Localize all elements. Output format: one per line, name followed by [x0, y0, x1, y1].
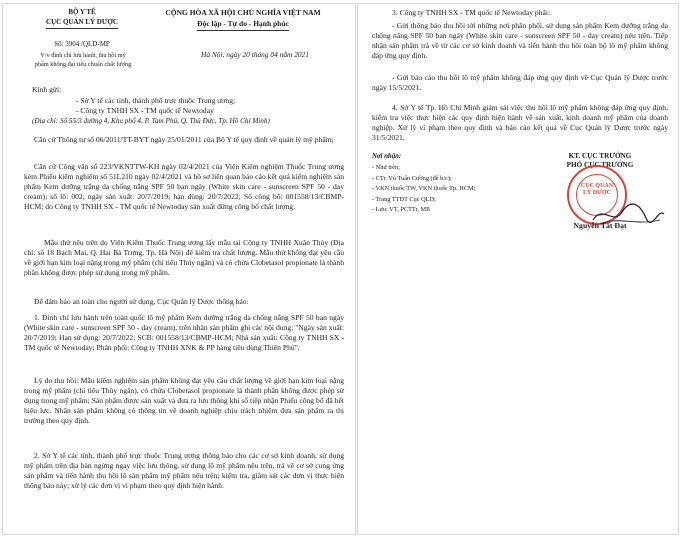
recipient-2: - Công ty TNHH SX - TM quốc tế Newtoday [76, 106, 214, 115]
cc-item: - Lưu: VT, PCTTr, MP. [372, 206, 431, 213]
document-subject-2: phẩm không đạt tiêu chuẩn chất lượng [34, 61, 132, 68]
document-subject-1: V/v đình chỉ lưu hành, thu hồi mỹ [40, 52, 126, 59]
cc-title: Nơi nhận: [372, 153, 402, 160]
cc-item: - CTr. Vũ Tuấn Cường (để b/c); [372, 174, 452, 182]
document-number: Số: 3904 /QLD-MP [54, 40, 110, 48]
issue-date: Hà Nội, ngày 20 tháng 04 năm 2021 [201, 50, 309, 59]
paragraph-item-2: 2. Sở Y tế các tỉnh, thành phố trực thuộc Trung ương thông báo cho các cơ sở kinh doanh, sử dụng mỹ phẩm trên địa bàn ngừng ngay việc lưu thông, sử dụng lô mỹ phẩm nêu trên, trả về cơ sở cung ứng sản phẩm và tiến hành thu hồi lô sản phẩm mỹ phẩm nêu trên; kiểm tra, giám sát các đơn vị thực hiện thông báo này; xử lý các đơn vị vi phạm theo quy định hiện hành. [24, 451, 344, 491]
stamp-text: CỤC QUẢN LÝ DƯỢC [580, 183, 614, 196]
cc-list [372, 163, 522, 216]
recipient-address: (Địa chỉ: Số 55/3 đường 4, Khu phố 4, P. Tam Phú, Q. Thủ Đức, Tp. Hồ Chí Minh) [32, 117, 270, 125]
paragraph-test-report: Căn cứ Công văn số 223/VKNTTW-KH ngày 02/4/2021 của Viện Kiểm nghiệm Thuốc Trung ương kèm Phiếu kiểm nghiệm số 51L210 ngày 02/4/2021 và hồ sơ liên quan báo cáo kết quả kiểm nghiệm sản phẩm Kem dưỡng trắng da chống nắng SPF 50 ban ngày (White skin care - sunscreen SPF 50 - day cream); số lô: 002; ngày sản xuất: 20/7/2019; hạn dùng: 20/7/2022; Số công bố: 001558/13/CBMP-HCM; do Công ty TNHH SX - TM quốc tế Newtoday sản xuất đứng công bố chất lượng. [24, 162, 344, 212]
paragraph-recall-reason: Lý do thu hồi: Mẫu kiểm nghiệm sản phẩm không đạt yêu cầu chất lượng về giới hạn kim loại nặng trong mỹ phẩm (chỉ tiêu Thủy ngân), có chứa Clobetasol propionate là thành phần không được phép sử dụng trong mỹ phẩm; Sản phẩm được sản xuất và đưa ra lưu thông khi số tiếp nhận Phiếu công bố đã hết hiệu lực. Nhãn sản phẩm không có thông tin về doanh nghiệp chịu trách nhiệm đưa sản phẩm ra thị trường theo quy định. [24, 376, 344, 426]
paragraph-item-1: 1. Đình chỉ lưu hành trên toàn quốc lô mỹ phẩm Kem dưỡng trắng da chống nắng SPF 50 ban ngày (White skin care - sunscreen SPF 50 - day cream), trên nhãn sản phẩm ghi các nội dung: "Ngày sản xuất: 20/7/2019; Hạn sử dụng: 20/7/2022; SCB: 001558/13/CBMP-HCM; Nhà sản xuất: Công ty TNHH SX - TM quốc tế Newtoday; Phân phối: Công ty TNHH XNK & PP hàng tiêu dùng Thiên Phú". [24, 313, 344, 353]
recipient-1: - Sở Y tế các tỉnh, thành phố trực thuộc Trung ương; [76, 96, 236, 105]
nation-title: CỘNG HÒA XÃ HỘI CHỦ NGHĨA VIỆT NAM [165, 8, 321, 17]
paragraph-sample: Mẫu thử nêu trên do Viện Kiểm Thuốc Trung ương lấy mẫu tại Công ty TNHH Xuân Thủy (Địa chỉ: số 18 Bạch Mai, Q. Hai Bà Trưng, Tp. Hà Nội) để kiểm tra chất lượng. Mẫu thử không đạt yêu cầu về giới hạn kim loại nặng trong mỹ phẩm (chỉ tiêu Thủy ngân) và có chứa Clobetasol propionate là thành phần không được phép sử dụng trong mỹ phẩm. [24, 238, 344, 278]
paragraph-legal-basis: Căn cứ Thông tư số 06/2011/TT-BYT ngày 25/01/2011 của Bộ Y tế quy định về quản lý mỹ phẩm; [34, 135, 334, 144]
paragraph-item-4: 4. Sở Y tế Tp. Hồ Chí Minh giám sát việc thu hồi lô mỹ phẩm không đáp ứng quy định, kiểm tra việc thực hiện các quy định hiện hành về sản xuất, kinh doanh mỹ phẩm của doanh nghiệp. Xử lý vi phạm theo quy định và báo cáo kết quả về Cục Quản lý Dược trước ngày 31/5/2021. [372, 103, 668, 143]
cc-item: - Như trên; [372, 164, 400, 171]
paragraph-report-deadline: - Gửi báo cáo thu hồi lô mỹ phẩm không đáp ứng quy định về Cục Quản lý Dược trước ngày 15/5/2021. [372, 73, 668, 93]
agency-department: CỤC QUẢN LÝ DƯỢC [22, 18, 142, 29]
greeting: Kính gửi: [32, 85, 62, 94]
signer-title-2: PHÓ CỤC TRƯỞNG [566, 161, 634, 169]
cc-item: - Trang TTĐT Cục QLD; [372, 195, 436, 203]
national-motto: Độc lập - Tự do - Hạnh phúc [148, 19, 338, 31]
paragraph-item-3: 3. Công ty TNHH SX - TM quốc tế Newtoday phải: [392, 8, 551, 17]
paragraph-notify-recall: - Gửi thông báo thu hồi tới những nơi phân phối, sử dụng sản phẩm Kem dưỡng trắng da chống nắng SPF 50 ban ngày (White skin care - sunscreen SPF 50 - day cream) nêu trên. Tiếp nhận sản phẩm trả về từ các cơ sở kinh doanh và tiến hành thu hồi toàn bộ lô mỹ phẩm không đáp ứng quy định. [372, 21, 668, 61]
cc-item: - VKN thuốc TW, VKN thuốc Tp. HCM; [372, 185, 476, 192]
signer-title-1: KT. CỤC TRƯỞNG [568, 152, 632, 160]
signer-name: Nguyễn Tất Đạt [573, 221, 627, 230]
paragraph-announcement: Để đảm bảo an toàn cho người sử dụng, Cục Quản lý Dược thông báo: [34, 297, 249, 306]
agency-name: BỘ Y TẾ [68, 8, 96, 16]
